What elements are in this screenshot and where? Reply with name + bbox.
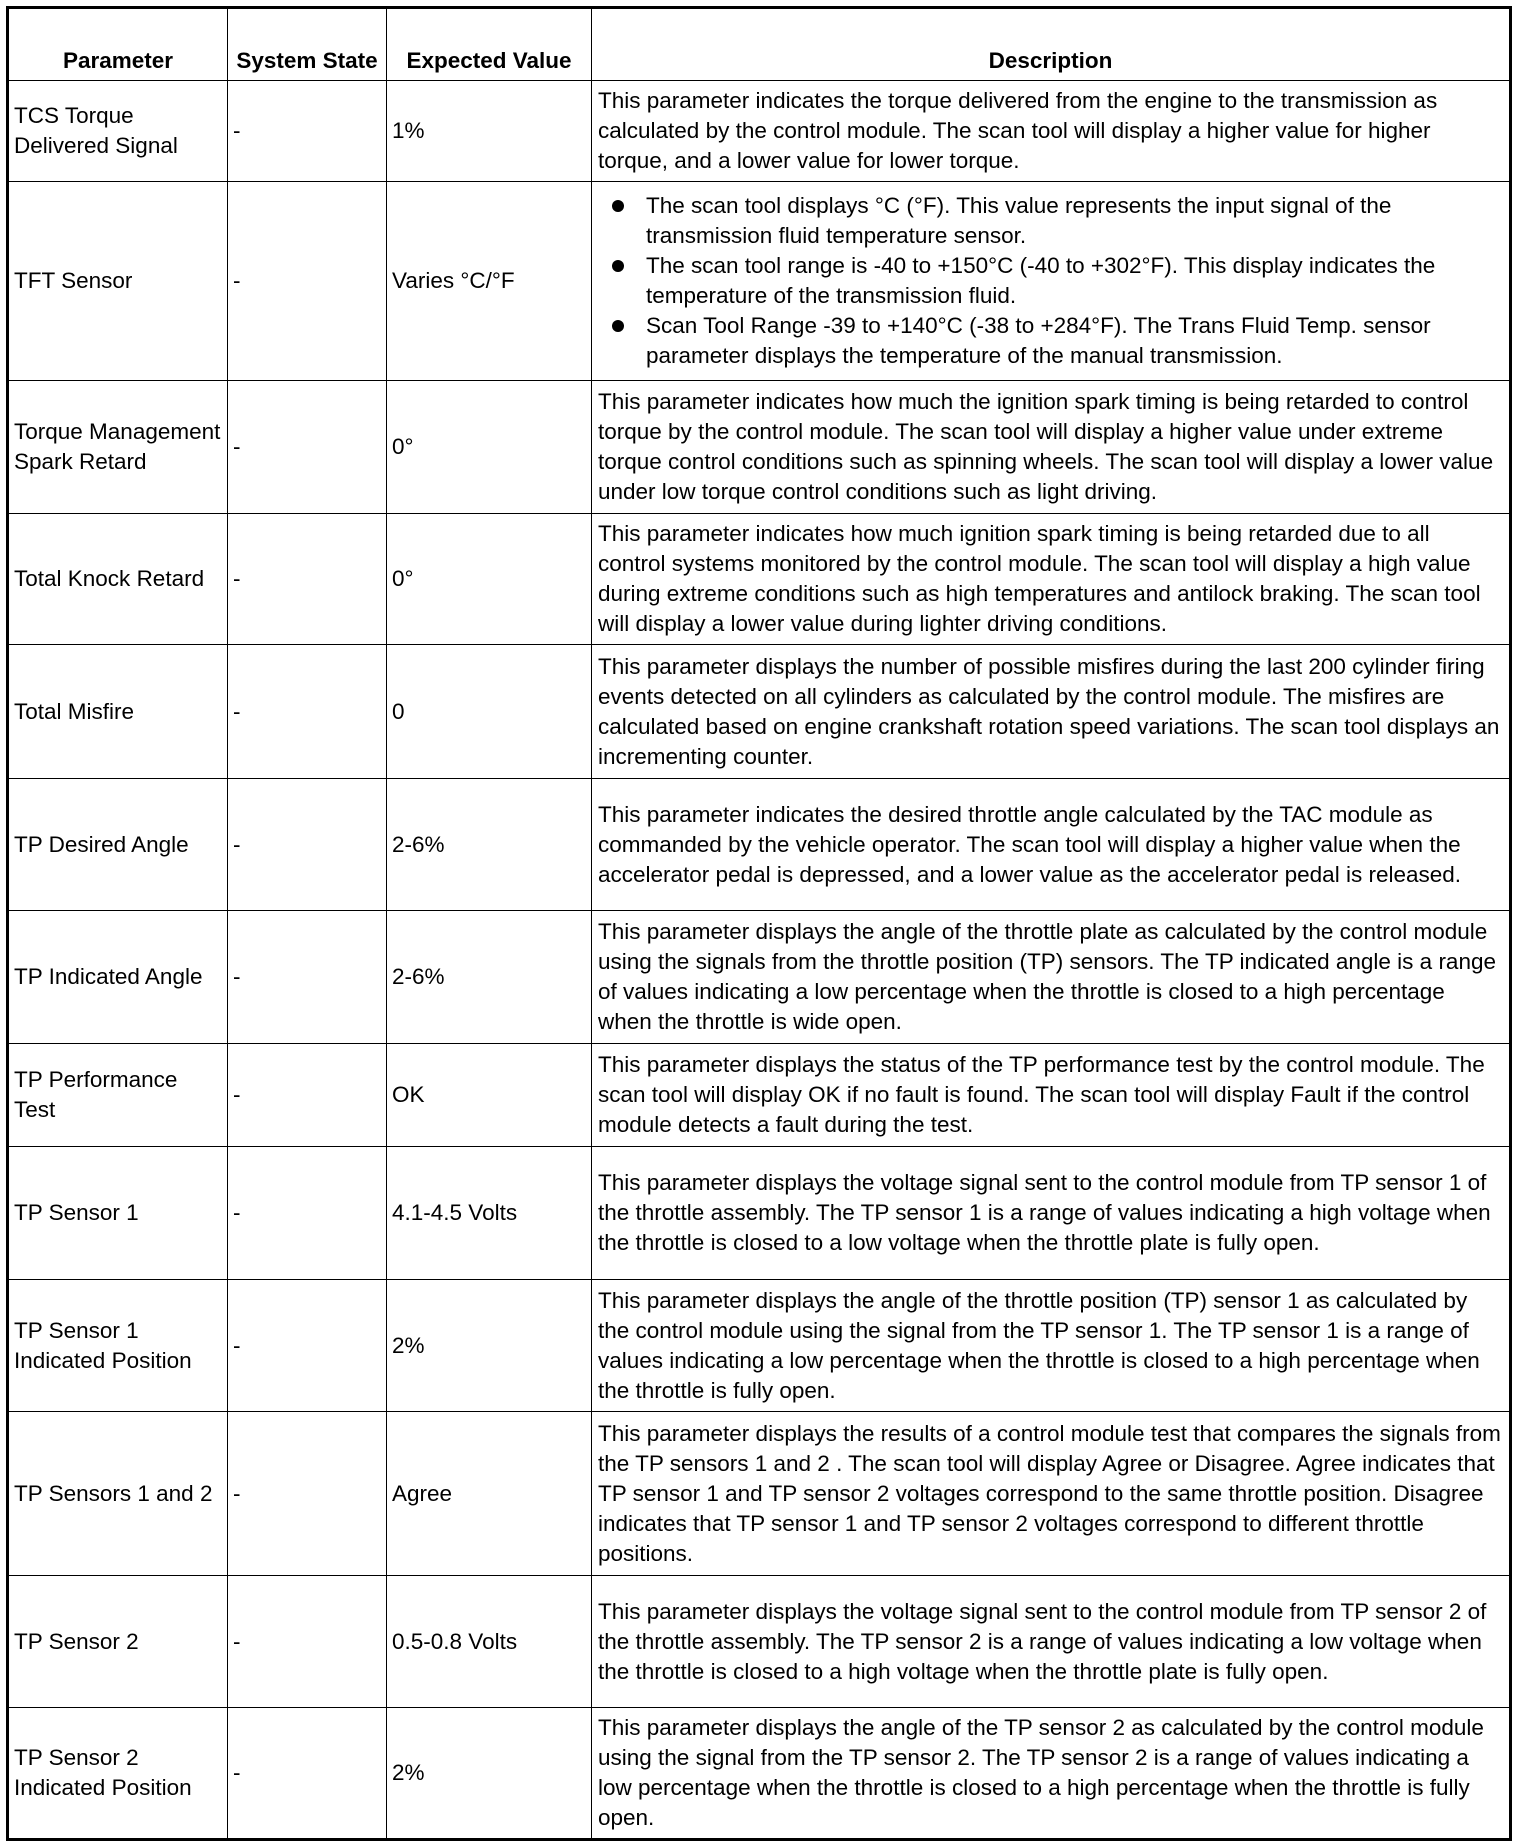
bullet-text: The scan tool displays °C (°F). This value represents the input signal of the transmission fluid temperature sensor. [646, 193, 1392, 248]
parameter-cell: Total Misfire [8, 645, 228, 779]
table-row [8, 1280, 1511, 1412]
system-state-cell: - [228, 81, 387, 182]
table-row [8, 1576, 1511, 1708]
expected-value-cell: 2-6% [387, 779, 592, 911]
description-cell: This parameter displays the angle of the TP sensor 2 as calculated by the control module using the signal from the TP sensor 2. The TP sensor 2 is a range of values indicating a low percentage when the throttle is closed to a high percentage when the throttle is fully open. [592, 1708, 1511, 1840]
system-state-cell: - [228, 1147, 387, 1280]
system-state-cell: - [228, 514, 387, 645]
table-row [8, 779, 1511, 911]
header-parameter: Parameter [8, 8, 228, 81]
description-cell [592, 182, 1511, 381]
description-cell: This parameter displays the results of a control module test that compares the signals from the TP sensors 1 and 2 . The scan tool will display Agree or Disagree. Agree indicates that TP sensor 1 and TP sensor 2 voltages correspond to the same throttle position. Disagree indicates that TP sensor 1 and TP sensor 2 voltages correspond to different throttle positions. [592, 1412, 1511, 1576]
description-cell: This parameter displays the number of possible misfires during the last 200 cylinder firing events detected on all cylinders as calculated by the control module. The misfires are calculated based on engine crankshaft rotation speed variations. The scan tool displays an incrementing counter. [592, 645, 1511, 779]
table-row [8, 1708, 1511, 1840]
parameter-table [6, 6, 1512, 1841]
system-state-cell: - [228, 182, 387, 381]
bullet-icon [612, 200, 624, 212]
expected-value-cell: 0° [387, 381, 592, 514]
bullet-item [646, 191, 1503, 251]
expected-value-cell: OK [387, 1044, 592, 1147]
table-row [8, 514, 1511, 645]
parameter-cell: TP Sensor 1 [8, 1147, 228, 1280]
bullet-icon [612, 260, 624, 272]
expected-value-cell: 0° [387, 514, 592, 645]
parameter-cell: TP Performance Test [8, 1044, 228, 1147]
description-cell: This parameter indicates the desired throttle angle calculated by the TAC module as commanded by the vehicle operator. The scan tool will display a higher value when the accelerator pedal is depressed, and a lower value as the accelerator pedal is released. [592, 779, 1511, 911]
header-row [8, 8, 1511, 81]
system-state-cell: - [228, 1412, 387, 1576]
description-cell: This parameter indicates how much the ignition spark timing is being retarded to control torque by the control module. The scan tool will display a higher value under extreme torque control conditions such as spinning wheels. The scan tool will display a lower value under low torque control conditions such as light driving. [592, 381, 1511, 514]
expected-value-cell: Agree [387, 1412, 592, 1576]
system-state-cell: - [228, 779, 387, 911]
header-description: Description [592, 8, 1511, 81]
system-state-cell: - [228, 1576, 387, 1708]
table-row [8, 911, 1511, 1044]
table-row [8, 1147, 1511, 1280]
parameter-cell: TP Sensor 1 Indicated Position [8, 1280, 228, 1412]
expected-value-cell: 2% [387, 1280, 592, 1412]
system-state-cell: - [228, 1280, 387, 1412]
header-system-state: System State [228, 8, 387, 81]
expected-value-cell: 2-6% [387, 911, 592, 1044]
parameter-cell: Torque Management Spark Retard [8, 381, 228, 514]
table-row [8, 81, 1511, 182]
parameter-cell: TCS Torque Delivered Signal [8, 81, 228, 182]
description-cell: This parameter indicates how much ignition spark timing is being retarded due to all control systems monitored by the control module. The scan tool will display a high value during extreme conditions such as high temperatures and antilock braking. The scan tool will display a lower value during lighter driving conditions. [592, 514, 1511, 645]
description-cell: This parameter displays the voltage signal sent to the control module from TP sensor 2 of the throttle assembly. The TP sensor 2 is a range of values indicating a low voltage when the throttle is closed to a high voltage when the throttle plate is fully open. [592, 1576, 1511, 1708]
parameter-cell: TP Indicated Angle [8, 911, 228, 1044]
table-row [8, 1412, 1511, 1576]
description-cell: This parameter indicates the torque delivered from the engine to the transmission as calculated by the control module. The scan tool will display a higher value for higher torque, and a lower value for lower torque. [592, 81, 1511, 182]
expected-value-cell: 0.5-0.8 Volts [387, 1576, 592, 1708]
header-expected-value: Expected Value [387, 8, 592, 81]
expected-value-cell: 1% [387, 81, 592, 182]
system-state-cell: - [228, 381, 387, 514]
system-state-cell: - [228, 1044, 387, 1147]
bullet-item [646, 251, 1503, 311]
parameter-cell: TP Desired Angle [8, 779, 228, 911]
description-cell: This parameter displays the angle of the throttle plate as calculated by the control module using the signals from the throttle position (TP) sensors. The TP indicated angle is a range of values indicating a low percentage when the throttle is closed to a high percentage when the throttle is wide open. [592, 911, 1511, 1044]
parameter-cell: Total Knock Retard [8, 514, 228, 645]
description-cell: This parameter displays the angle of the throttle position (TP) sensor 1 as calculated by the control module using the signal from the TP sensor 1. The TP sensor 1 is a range of values indicating a low percentage when the throttle is closed to a high percentage when the throttle is fully open. [592, 1280, 1511, 1412]
system-state-cell: - [228, 1708, 387, 1840]
system-state-cell: - [228, 911, 387, 1044]
table-row [8, 645, 1511, 779]
expected-value-cell: 4.1-4.5 Volts [387, 1147, 592, 1280]
expected-value-cell: Varies °C/°F [387, 182, 592, 381]
table-row [8, 182, 1511, 381]
expected-value-cell: 2% [387, 1708, 592, 1840]
parameter-cell: TFT Sensor [8, 182, 228, 381]
parameter-cell: TP Sensor 2 [8, 1576, 228, 1708]
parameter-cell: TP Sensors 1 and 2 [8, 1412, 228, 1576]
bullet-item [646, 311, 1503, 371]
bullet-icon [612, 320, 624, 332]
bullet-text: The scan tool range is -40 to +150°C (-40 to +302°F). This display indicates the temperature of the transmission fluid. [646, 253, 1436, 308]
description-cell: This parameter displays the status of the TP performance test by the control module. The scan tool will display OK if no fault is found. The scan tool will display Fault if the control module detects a fault during the test. [592, 1044, 1511, 1147]
table-row [8, 1044, 1511, 1147]
system-state-cell: - [228, 645, 387, 779]
parameter-cell: TP Sensor 2 Indicated Position [8, 1708, 228, 1840]
description-cell: This parameter displays the voltage signal sent to the control module from TP sensor 1 of the throttle assembly. The TP sensor 1 is a range of values indicating a high voltage when the throttle is closed to a low voltage when the throttle plate is fully open. [592, 1147, 1511, 1280]
table-row [8, 381, 1511, 514]
bullet-text: Scan Tool Range -39 to +140°C (-38 to +284°F). The Trans Fluid Temp. sensor parameter displays the temperature of the manual transmission. [646, 313, 1431, 368]
expected-value-cell: 0 [387, 645, 592, 779]
description-bullet-list [598, 191, 1503, 371]
